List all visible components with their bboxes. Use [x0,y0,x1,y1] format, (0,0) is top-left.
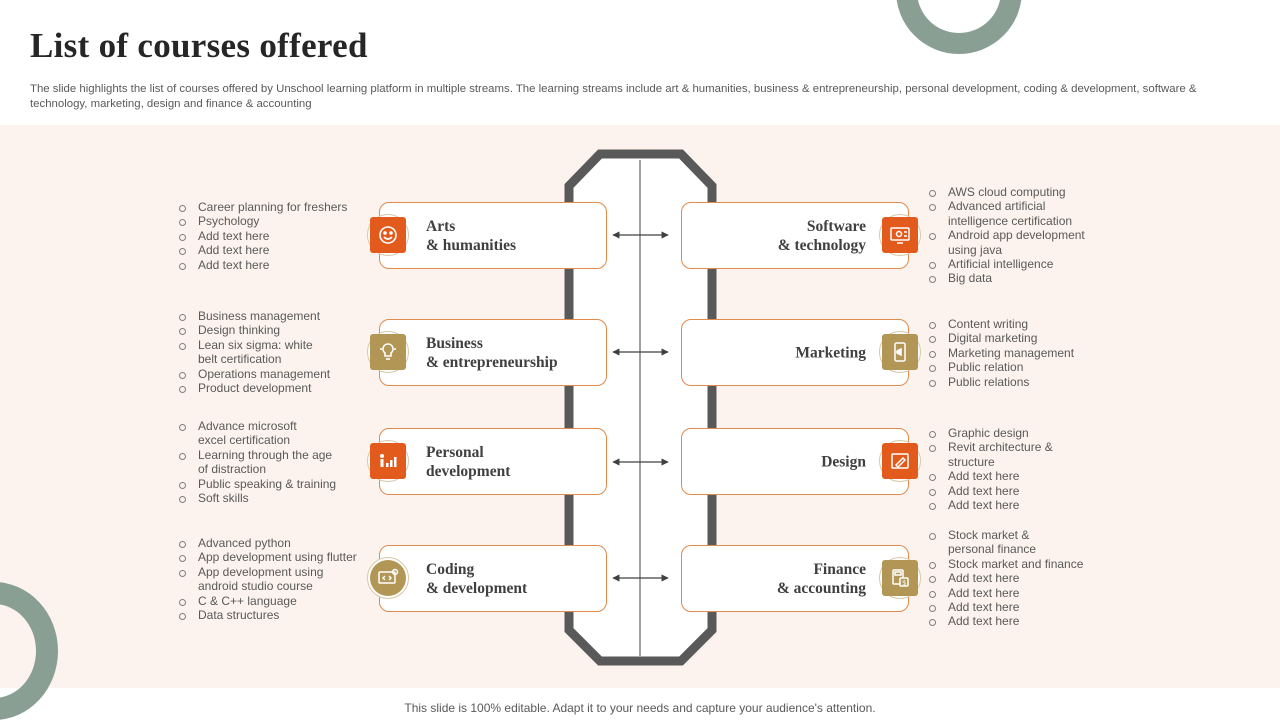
calculator-money-icon [882,560,918,596]
bullet-item: Public speaking & training [178,477,336,491]
bullet-item: Add text here [928,600,1083,614]
bullet-item: App development using flutter [178,550,357,564]
icon-badge [879,440,921,482]
icon-badge [879,331,921,373]
bullet-item: Add text here [928,614,1083,628]
bullet-item: Product development [178,381,330,395]
design-tools-icon [882,443,918,479]
bullet-item: Lean six sigma: white belt certification [178,338,330,367]
stream-card-personal [379,428,607,495]
bullet-item: AWS cloud computing [928,185,1085,199]
bullet-item: Advanced python [178,536,357,550]
bullet-list-personal [178,419,336,505]
icon-badge [367,214,409,256]
bullet-list-coding [178,536,357,622]
stream-label: Arts & humanities [426,217,516,254]
bullet-item: Add text here [928,571,1083,585]
bullet-item: Learning through the age of distraction [178,448,336,477]
bullet-item: Public relations [928,375,1074,389]
bullet-list-marketing [928,317,1074,389]
megaphone-phone-icon [882,334,918,370]
slide-title: List of courses offered [30,26,368,65]
bullet-list-business [178,309,330,395]
bullet-item: Business management [178,309,330,323]
icon-badge [367,440,409,482]
slide-subtitle: The slide highlights the list of courses offered by Unschool learning platform in multiple streams. The learning streams include art & humanities, business & entrepreneurship, personal development, coding & development, software & technology, marketing, design and finance & accounting [30,83,1197,110]
lightbulb-icon [370,334,406,370]
bullet-item: C & C++ language [178,594,357,608]
bullet-item: Add text here [928,484,1053,498]
bullet-item: Add text here [178,258,347,272]
bullet-item: Add text here [928,586,1083,600]
growth-chart-icon [370,443,406,479]
stream-card-software [681,202,909,269]
stream-label: Personal development [426,443,511,480]
stream-card-finance [681,545,909,612]
bullet-item: Stock market & personal finance [928,528,1083,557]
bullet-item: Add text here [178,229,347,243]
bullet-item: Career planning for freshers [178,200,347,214]
bullet-item: Graphic design [928,426,1053,440]
stream-card-design [681,428,909,495]
bullet-list-finance [928,528,1083,629]
bullet-item: Add text here [178,243,347,257]
icon-badge [367,557,409,599]
stream-card-arts [379,202,607,269]
gear-screen-icon [882,217,918,253]
bullet-list-design [928,426,1053,512]
stream-label: Software & technology [777,217,866,254]
bullet-item: Advance microsoft excel certification [178,419,336,448]
icon-badge [879,557,921,599]
stream-label: Coding & development [426,560,528,597]
stream-card-business [379,319,607,386]
bullet-item: Android app development using java [928,228,1085,257]
slide-footer: This slide is 100% editable. Adapt it to your needs and capture your audience's attention. [404,701,876,715]
icon-badge [367,331,409,373]
bullet-item: Data structures [178,608,357,622]
code-monitor-icon [370,560,406,596]
bullet-item: Design thinking [178,323,330,337]
bullet-item: Public relation [928,360,1074,374]
bullet-list-arts [178,200,347,272]
drama-masks-icon [370,217,406,253]
bullet-item: Advanced artificial intelligence certification [928,199,1085,228]
bullet-item: App development using android studio course [178,565,357,594]
stream-label: Finance & accounting [776,560,866,597]
bullet-item: Digital marketing [928,331,1074,345]
bullet-list-software [928,185,1085,286]
bullet-item: Artificial intelligence [928,257,1085,271]
bullet-item: Revit architecture & structure [928,440,1053,469]
bullet-item: Stock market and finance [928,557,1083,571]
stream-label: Marketing [795,344,866,361]
stream-card-marketing [681,319,909,386]
bullet-item: Psychology [178,214,347,228]
stream-card-coding [379,545,607,612]
bullet-item: Marketing management [928,346,1074,360]
bullet-item: Soft skills [178,491,336,505]
bullet-item: Add text here [928,498,1053,512]
bullet-item: Content writing [928,317,1074,331]
stream-label: Design [821,453,866,470]
bullet-item: Operations management [178,367,330,381]
svg-text:$: $ [902,579,907,587]
bullet-item: Big data [928,271,1085,285]
bullet-item: Add text here [928,469,1053,483]
stream-label: Business & entrepreneurship [426,334,558,371]
icon-badge [879,214,921,256]
